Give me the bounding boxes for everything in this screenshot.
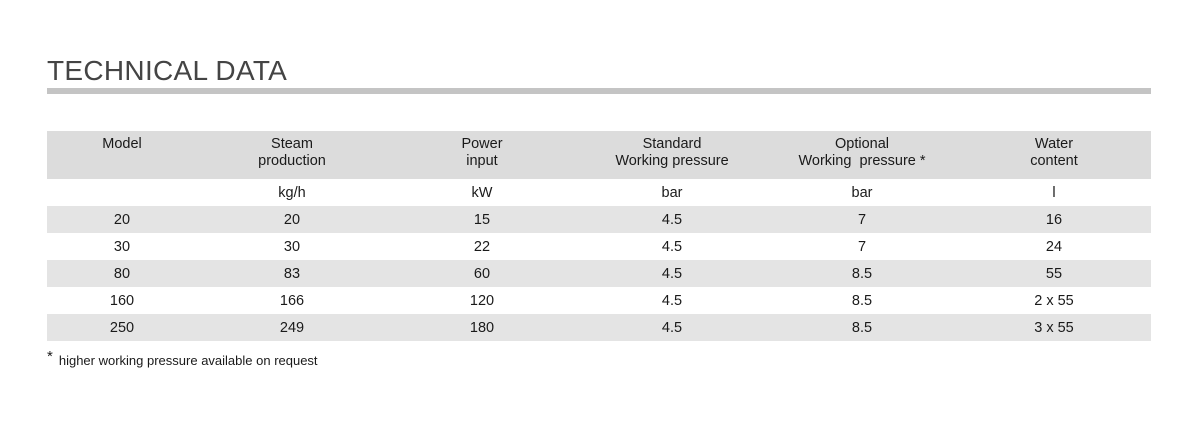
table-row [47,287,1151,314]
header-optional-line-2: Working pressure * [798,153,926,169]
table-header-row [47,131,1151,179]
table-cell: 4.5 [661,265,683,282]
header-power-line-2: input [466,153,498,169]
header-steam-production [197,131,387,179]
header-optional-line-1: Optional [834,136,889,152]
table-cell: 8.5 [851,265,873,282]
unit-cell: bar [851,184,873,201]
footnote-marker: * [47,348,53,365]
table-cell: 4.5 [661,238,683,255]
table-cell: 2 x 55 [1034,292,1074,309]
table-cell: 7 [857,211,867,228]
model-cell: 160 [109,292,135,309]
footnote-text: higher working pressure available on request [58,353,318,368]
header-steam-line-1: Steam [271,136,313,152]
table-cell: 8.5 [851,292,873,309]
table-cell: 3 x 55 [1034,319,1074,336]
model-cell: 250 [109,319,135,336]
table-cell: 60 [473,265,491,282]
header-model-line-1: Model [102,136,142,152]
footnote [47,348,318,369]
units-row [47,179,1151,206]
unit-cell: bar [661,184,683,201]
unit-cell: kW [471,184,493,201]
table-cell: 22 [473,238,491,255]
table-cell: 15 [473,211,491,228]
header-water-line-1: Water [1034,136,1074,152]
table-cell: 20 [283,211,301,228]
header-optional-pressure [767,131,957,179]
header-power-input [387,131,577,179]
unit-cell: kg/h [278,184,306,201]
header-standard-line-2: Working pressure [615,153,729,169]
table-row [47,314,1151,341]
table-cell: 55 [1045,265,1063,282]
header-model-line-2 [47,153,197,170]
table-cell: 249 [279,319,305,336]
table-cell: 16 [1045,211,1063,228]
unit-cell: l [1052,184,1056,201]
header-water-line-2: content [1030,153,1078,169]
unit-cell [47,179,197,206]
header-water-content [957,131,1151,179]
table-cell: 166 [279,292,305,309]
table-row [47,260,1151,287]
table-cell: 4.5 [661,211,683,228]
table-row [47,233,1151,260]
table-cell: 120 [469,292,495,309]
page-title: TECHNICAL DATA [47,55,288,86]
table-cell: 180 [469,319,495,336]
table-cell: 83 [283,265,301,282]
model-cell: 30 [113,238,131,255]
title-divider [47,88,1151,94]
table-cell: 4.5 [661,319,683,336]
table-cell: 30 [283,238,301,255]
header-steam-line-2: production [258,153,326,169]
header-power-line-1: Power [461,136,503,152]
header-model [47,131,197,179]
header-standard-pressure [577,131,767,179]
table-cell: 7 [857,238,867,255]
table-row [47,206,1151,233]
technical-data-table [47,131,1151,341]
model-cell: 80 [113,265,131,282]
table-cell: 4.5 [661,292,683,309]
table-cell: 24 [1045,238,1063,255]
header-standard-line-1: Standard [642,136,702,152]
table-cell: 8.5 [851,319,873,336]
model-cell: 20 [113,211,131,228]
